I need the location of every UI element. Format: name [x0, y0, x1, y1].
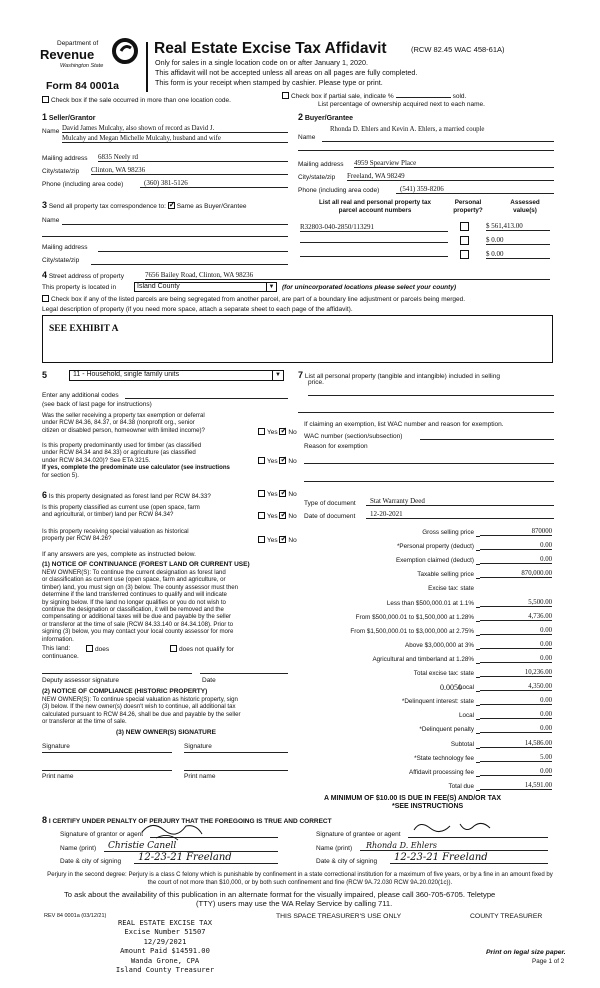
accessibility-note-2: (TTY) users may use the WA Relay Service by calling 711.	[196, 899, 393, 908]
section-4-number: 4	[42, 270, 48, 280]
see-instructions-note: *SEE INSTRUCTIONS	[392, 803, 464, 810]
deputy-assessor-signature-field[interactable]	[42, 673, 192, 674]
section-7-number: 7	[298, 370, 304, 380]
treasurer-use-label: THIS SPACE TREASURER'S USE ONLY	[276, 913, 402, 920]
calc-leader	[476, 719, 480, 720]
calc-label: *State technology fee	[414, 754, 474, 762]
grantee-signature-image	[410, 816, 500, 840]
grantor-print-value[interactable]: Christie Canell	[104, 841, 278, 852]
historic-answer[interactable]: Yes ✓ No	[258, 536, 297, 544]
minimum-due-notice: A MINIMUM OF $10.00 IS DUE IN FEE(S) AND/OR TAX	[324, 795, 502, 802]
ownership-percentage-note: List percentage of ownership acquired next to each name.	[318, 101, 485, 108]
perjury-warning: Perjury in the second degree: Perjury is a class C felony which is punishable by confinement in a state correctional institution for a maximum of five years, or by a fine in an amount fixed by the court of not more than $10,000, or by both such confinement and fine (RCW 9A.72.030 RCW 9A.20.020(1c)).	[47, 871, 553, 886]
print-name-label-2: Print name	[184, 773, 216, 780]
calc-label: Subtotal	[450, 740, 474, 748]
calc-label: *Delinquent interest: state	[401, 698, 474, 706]
calc-label: Affidavit processing fee	[409, 768, 474, 776]
partial-sale-checkbox[interactable]	[282, 92, 466, 100]
compliance-text-line: calculated pursuant to RCW 84.26, shall be due and payable by the seller	[42, 710, 241, 718]
stamp-line: REAL ESTATE EXCISE TAX	[118, 918, 212, 927]
correspondence-name-label: Name	[42, 217, 60, 224]
parcel-number-field-3[interactable]	[300, 256, 448, 257]
same-as-buyer-label: Same as Buyer/Grantee	[176, 203, 247, 210]
seller-city-label: City/state/zip	[42, 168, 80, 175]
stamp-line: Island County Treasurer	[115, 965, 215, 975]
land-use-select[interactable]	[69, 370, 284, 381]
wac-number-field[interactable]	[420, 439, 554, 440]
buyer-name-underline-2	[298, 150, 554, 151]
continuance-text-line: continue the designation or classification, it will be removed and the	[42, 606, 224, 614]
buyer-name-label: Name	[298, 134, 316, 141]
new-owner-signature-title: (3) NEW OWNER(S) SIGNATURE	[116, 729, 216, 736]
correspondence-mail-field[interactable]	[98, 251, 288, 252]
exemption-claim-label: If claiming an exemption, list WAC number and reason for exemption.	[304, 421, 504, 428]
continuance-text-line: signing (3) below, you may contact your local county assessor for more	[42, 628, 234, 636]
this-land-label: This land:	[42, 645, 71, 652]
continuance-text-line: NEW OWNER(S): To continue the current designation as forest land	[42, 569, 226, 576]
revision-label: REV 84 0001a (03/12/21)	[44, 913, 107, 919]
section-3-number: 3	[42, 200, 48, 210]
personal-property-text-2: price.	[308, 379, 324, 386]
document-date-label: Date of document	[304, 513, 356, 520]
deputy-assessor-date-field[interactable]	[200, 673, 288, 674]
calc-label: Total excise tax: state	[413, 670, 474, 677]
certification-text: I CERTIFY UNDER PENALTY OF PERJURY THAT THE FOREGOING IS TRUE AND CORRECT	[48, 818, 332, 825]
grantor-signature-label: Signature of grantor or agent	[60, 831, 144, 838]
buyer-phone-label: Phone (including area code)	[298, 187, 380, 194]
additional-codes-help: (see back of last page for instructions)	[42, 401, 152, 408]
seller-name-line-2[interactable]: Mulcahy and Megan Michelle Mulcahy, husband and wife	[62, 135, 288, 143]
calc-leader	[476, 776, 480, 777]
correspondence-mail-label: Mailing address	[42, 244, 88, 251]
section-8-number: 8	[42, 815, 48, 825]
assessed-value-3[interactable]: $ 0.00	[486, 250, 550, 259]
legal-paper-note: Print on legal size paper.	[486, 949, 566, 956]
calc-leader	[476, 733, 480, 734]
calc-leader	[476, 550, 480, 551]
county-select[interactable]	[134, 282, 277, 292]
seller-city-value[interactable]: Clinton, WA 98236	[91, 166, 288, 175]
calc-value[interactable]: 870,000.00	[480, 570, 552, 578]
multi-location-checkbox[interactable]	[42, 96, 231, 104]
chevron-down-icon: ▼	[266, 283, 276, 292]
reason-field-2[interactable]	[304, 481, 554, 482]
calc-leader	[476, 677, 480, 678]
calc-value[interactable]: 4,350.00	[480, 683, 552, 691]
calc-leader	[476, 748, 480, 749]
notice-continuance-title: (1) NOTICE OF CONTINUANCE (FOREST LAND OR CURRENT USE)	[42, 561, 250, 568]
seller-name-line-1[interactable]: David James Mulcahy, also shown of record as David J.	[62, 125, 288, 133]
personal-property-checkbox-1[interactable]	[460, 222, 471, 232]
notice-continuance-text	[42, 569, 238, 643]
calc-value[interactable]: 0.00	[480, 655, 552, 663]
calc-label: Agricultural and timberland at 1.28%	[372, 655, 474, 663]
timber-question: Is this property predominantly used for timber (as classified under RCW 84.34 and 84.33) or agriculture (as classified under RCW 84.34.020)? See ETA 3215. If yes, complete the predominate use calculator (see instructions for section 5).	[42, 442, 230, 479]
form-title: Real Estate Excise Tax Affidavit	[154, 40, 387, 57]
stamp-line: Amount Paid $14591.00	[120, 946, 210, 956]
if-any-yes-note: If any answers are yes, complete as instructed below.	[42, 551, 196, 558]
calc-label: *Personal property (deduct)	[396, 543, 474, 551]
parcel-number-value[interactable]: R32803-040-2850/113291	[300, 223, 448, 232]
grantor-print-label: Name (print)	[60, 845, 97, 852]
county-select-value: Island County	[137, 283, 180, 290]
dor-wa-label: Washington State	[60, 63, 104, 69]
legal-description-value: SEE EXHIBIT A	[49, 324, 119, 334]
continuance-text-line: information.	[42, 635, 74, 643]
stamp-line: 12/29/2021	[143, 936, 187, 946]
exemption-question: Was the seller receiving a property tax exemption or deferral under RCW 84.36, 84.37, or 84.38 (nonprofit org., senior citizen or disabled person, homeowner with limited income)?	[42, 412, 205, 434]
section-2-title: Buyer/Grantee	[304, 115, 354, 122]
compliance-text-line: NEW OWNER(S): To continue special valuation as historic property, sign	[42, 696, 238, 703]
calc-leader	[476, 663, 480, 664]
calc-value[interactable]: 0.00	[480, 542, 552, 550]
section-3-text: Send all property tax correspondence to:	[48, 203, 166, 210]
personal-property-text: List all personal property (tangible and intangible) included in selling	[304, 373, 500, 380]
signature-label-2: Signature	[184, 743, 212, 750]
does-checkbox[interactable]: does	[86, 645, 109, 653]
continuance-text-line: compensating or additional taxes will be due and payable by the seller	[42, 613, 232, 621]
grantee-print-label: Name (print)	[316, 845, 353, 852]
dor-dept-label: Department of	[57, 40, 99, 47]
new-owner-signature-field-2[interactable]	[184, 752, 288, 753]
calc-value[interactable]: 0.00	[480, 627, 552, 635]
compliance-text-line: (3) below. If the new owner(s) doesn't wish to continue, all additional tax	[42, 703, 236, 711]
calc-label: Excise tax: state	[428, 585, 474, 593]
calc-leader	[476, 705, 480, 706]
new-owner-print-field-2[interactable]	[184, 770, 288, 771]
calc-label: Less than $500,000.01 at 1.1%	[386, 599, 474, 607]
personal-property-field-1[interactable]	[308, 395, 554, 396]
buyer-mail-value[interactable]: 4959 Spearview Place	[354, 159, 554, 168]
section-1-number: 1	[42, 112, 48, 122]
segregation-label: Check box if any of the listed parcels are being segregated from another parcel, are part of a boundary line adjustment or parcels being merged.	[51, 296, 466, 303]
buyer-city-value[interactable]: Freeland, WA 98249	[347, 172, 554, 181]
page-number: Page 1 of 2	[532, 958, 565, 965]
calc-leader	[476, 649, 480, 650]
legal-description-box[interactable]	[42, 315, 553, 363]
continuance-text-line: determine if the land transferred continues to qualify and will indicate	[42, 591, 227, 599]
location-note: (for unincorporated locations please select your county)	[282, 284, 457, 291]
location-label: This property is located in	[42, 284, 117, 291]
current-use-answer[interactable]: Yes ✓ No	[258, 512, 297, 520]
calc-label: Local	[458, 712, 474, 720]
calc-value[interactable]: 14,586.00	[480, 740, 552, 748]
continuance-text-line: by signing below. If the land no longer qualifies or you do not wish to	[42, 598, 226, 606]
timber-answer[interactable]: Yes ✓ No	[258, 457, 297, 465]
buyer-name-underline	[322, 141, 554, 142]
compliance-text-line: or transferor at the time of sale.	[42, 718, 127, 726]
header-line-1: Only for sales in a single location code on or after January 1, 2020.	[155, 58, 368, 67]
grantee-signature-label: Signature of grantee or agent	[316, 831, 401, 838]
calc-label: Exemption claimed (deduct)	[395, 557, 474, 565]
parcel-header: List all real and personal property tax parcel account numbers	[319, 199, 431, 214]
notice-compliance-text	[42, 696, 241, 726]
county-treasurer-label: COUNTY TREASURER	[470, 913, 543, 920]
document-date-value[interactable]: 12-20-2021	[366, 510, 554, 519]
stamp-line: Excise Number 51507	[124, 927, 206, 937]
swirl-logo-icon	[112, 38, 138, 64]
header-line-3: This form is your receipt when stamped by cashier. Please type or print.	[155, 78, 383, 87]
calc-leader	[476, 607, 480, 608]
additional-codes-field[interactable]	[125, 398, 288, 399]
calc-value[interactable]: 5.00	[480, 754, 552, 762]
street-address-value[interactable]: 7656 Bailey Road, Clinton, WA 98236	[145, 271, 550, 280]
parcel-number-field-2[interactable]	[300, 242, 448, 243]
calc-value[interactable]: 14,591.00	[480, 782, 552, 790]
calc-value[interactable]: 0.00	[480, 711, 552, 719]
assessed-value-header: Assessed value(s)	[510, 199, 540, 214]
document-type-value[interactable]: Stat Warranty Deed	[366, 497, 554, 506]
section-2-number: 2	[298, 112, 304, 122]
seller-mail-value[interactable]: 6835 Neely rd	[98, 153, 288, 162]
dor-revenue-label: Revenue	[40, 47, 95, 62]
seller-phone-label: Phone (including area code)	[42, 181, 124, 188]
land-use-value: 11 - Household, single family units	[73, 371, 180, 378]
deputy-assessor-label: Deputy assessor signature	[42, 677, 119, 684]
buyer-phone-value[interactable]: (541) 359-8206	[396, 185, 554, 194]
wac-number-label: WAC number (section/subsection)	[304, 433, 403, 440]
signature-label-1: Signature	[42, 743, 70, 750]
partial-sale-label: Check box if partial sale, indicate %	[291, 93, 394, 100]
calc-label: Taxable selling price	[417, 571, 474, 579]
exemption-answer[interactable]: Yes ✓ No	[258, 428, 297, 436]
calc-value[interactable]: 0.00	[480, 641, 552, 649]
document-type-label: Type of document	[304, 500, 356, 507]
correspondence-name-field-2[interactable]	[42, 236, 288, 237]
assessed-value-2[interactable]: $ 0.00	[486, 236, 550, 245]
continuance-text-line: or transferor at the time of sale (RCW 84.33.140 or 84.34.108). Prior to	[42, 620, 234, 628]
calc-label: From $1,500,000.01 to $3,000,000 at 2.75%	[350, 627, 474, 635]
does-not-qualify-checkbox[interactable]: does not qualify for	[170, 645, 234, 653]
buyer-city-label: City/state/zip	[298, 174, 336, 181]
calc-leader	[476, 635, 480, 636]
calc-value[interactable]: 5,500.00	[480, 599, 552, 607]
same-as-buyer-checkbox[interactable]	[168, 202, 175, 209]
calc-leader	[476, 536, 480, 537]
calc-label: Above $3,000,000 at 3%	[405, 641, 474, 649]
calc-value[interactable]: 0.00	[480, 697, 552, 705]
seller-name-label: Name	[42, 128, 60, 135]
accessibility-note-1: To ask about the availability of this publication in an alternate format for the visually impaired, please call 360-705-6705. Teletype	[64, 890, 496, 899]
calc-value[interactable]: 10,236.00	[480, 669, 552, 677]
personal-property-checkbox-3[interactable]	[460, 250, 471, 260]
calc-value[interactable]: 0.00	[480, 725, 552, 733]
local-rate-value: 0.0050	[440, 683, 462, 692]
seller-phone-value[interactable]: (360) 381-5126	[140, 179, 288, 188]
historic-question: Is this property receiving special valuation as historical property per RCW 84.26?	[42, 528, 189, 543]
chevron-down-icon: ▼	[272, 371, 283, 381]
reason-label: Reason for exemption	[304, 443, 368, 450]
grantor-date-label: Date & city of signing	[60, 858, 122, 865]
calc-leader	[476, 691, 480, 692]
additional-codes-label: Enter any additional codes	[42, 392, 119, 399]
new-owner-print-field-1[interactable]	[42, 770, 172, 771]
multi-location-label: Check box if the sale occurred in more than one location code.	[51, 97, 231, 104]
calc-label: From $500,000.01 to $1,500,000 at 1.28%	[355, 613, 474, 621]
correspondence-city-field[interactable]	[91, 264, 288, 265]
calc-value[interactable]: 0.00	[480, 556, 552, 564]
grantor-date-value[interactable]: 12-23-21 Freeland	[134, 852, 278, 864]
calc-leader	[476, 790, 480, 791]
calc-label: *Delinquent penalty	[419, 726, 474, 734]
forest-land-answer[interactable]: Yes ✓ No	[258, 490, 297, 498]
assessed-value-1[interactable]: $ 561,413.00	[486, 222, 550, 231]
calc-label: Local	[458, 684, 474, 692]
buyer-mail-label: Mailing address	[298, 161, 344, 168]
grantee-print-value[interactable]: Rhonda D. Ehlers	[360, 841, 548, 851]
print-name-label-1: Print name	[42, 773, 74, 780]
calc-label: Gross selling price	[422, 529, 474, 536]
buyer-name-value[interactable]: Rhonda D. Ehlers and Kevin A. Ehlers, a married couple	[330, 126, 485, 133]
calc-value[interactable]: 0.00	[480, 768, 552, 776]
continuance-text-line: timber) land, you must sign on (3) below. The county assessor must then	[42, 583, 238, 591]
grantee-date-value[interactable]: 12-23-21 Freeland	[390, 852, 548, 864]
calc-value[interactable]: 870000	[480, 528, 552, 536]
street-address-label: Street address of property	[48, 273, 124, 280]
sold-label: sold.	[452, 93, 467, 100]
header-divider	[146, 42, 148, 92]
continuance-text-line: or classification as current use (open space, farm and agriculture, or	[42, 576, 226, 584]
section-1-title: Seller/Grantor	[48, 115, 96, 122]
personal-property-header: Personal property?	[453, 199, 483, 214]
form-number: Form 84 0001a	[46, 80, 119, 92]
seller-mail-label: Mailing address	[42, 155, 88, 162]
calc-leader	[476, 621, 480, 622]
reason-field-1[interactable]	[304, 463, 554, 464]
legal-description-label: Legal description of property (if you need more space, attach a separate sheet to each page of the affidavit).	[42, 306, 353, 313]
stamp-line: Wanda Grone, CPA	[130, 955, 200, 965]
current-use-question: Is this property classified as current use (open space, farm and agricultural, or timber) land per RCW 84.34?	[42, 504, 200, 519]
deputy-date-label: Date	[202, 677, 216, 684]
calc-label: Total due	[448, 782, 474, 790]
segregation-checkbox[interactable]	[42, 295, 465, 303]
form-citation: (RCW 82.45 WAC 458-61A)	[411, 45, 505, 54]
grantee-date-label: Date & city of signing	[316, 858, 378, 865]
treasurer-stamp	[112, 918, 218, 974]
personal-property-field-2[interactable]	[298, 412, 554, 413]
forest-land-question: Is this property designated as forest land per RCW 84.33?	[48, 493, 211, 500]
calc-leader	[476, 762, 480, 763]
new-owner-signature-field-1[interactable]	[42, 752, 172, 753]
calc-leader	[476, 578, 480, 579]
calc-value[interactable]: 4,736.00	[480, 613, 552, 621]
section-6-number: 6	[42, 490, 48, 500]
calc-leader	[476, 564, 480, 565]
continuance-label: continuance.	[42, 653, 79, 660]
section-5-number: 5	[42, 370, 48, 380]
correspondence-name-field[interactable]	[62, 224, 288, 225]
dor-logo	[40, 38, 140, 78]
notice-compliance-title: (2) NOTICE OF COMPLIANCE (HISTORIC PROPERTY)	[42, 688, 208, 695]
header-line-2: This affidavit will not be accepted unless all areas on all pages are fully completed.	[155, 68, 418, 77]
correspondence-city-label: City/state/zip	[42, 257, 80, 264]
personal-property-checkbox-2[interactable]	[460, 236, 471, 246]
